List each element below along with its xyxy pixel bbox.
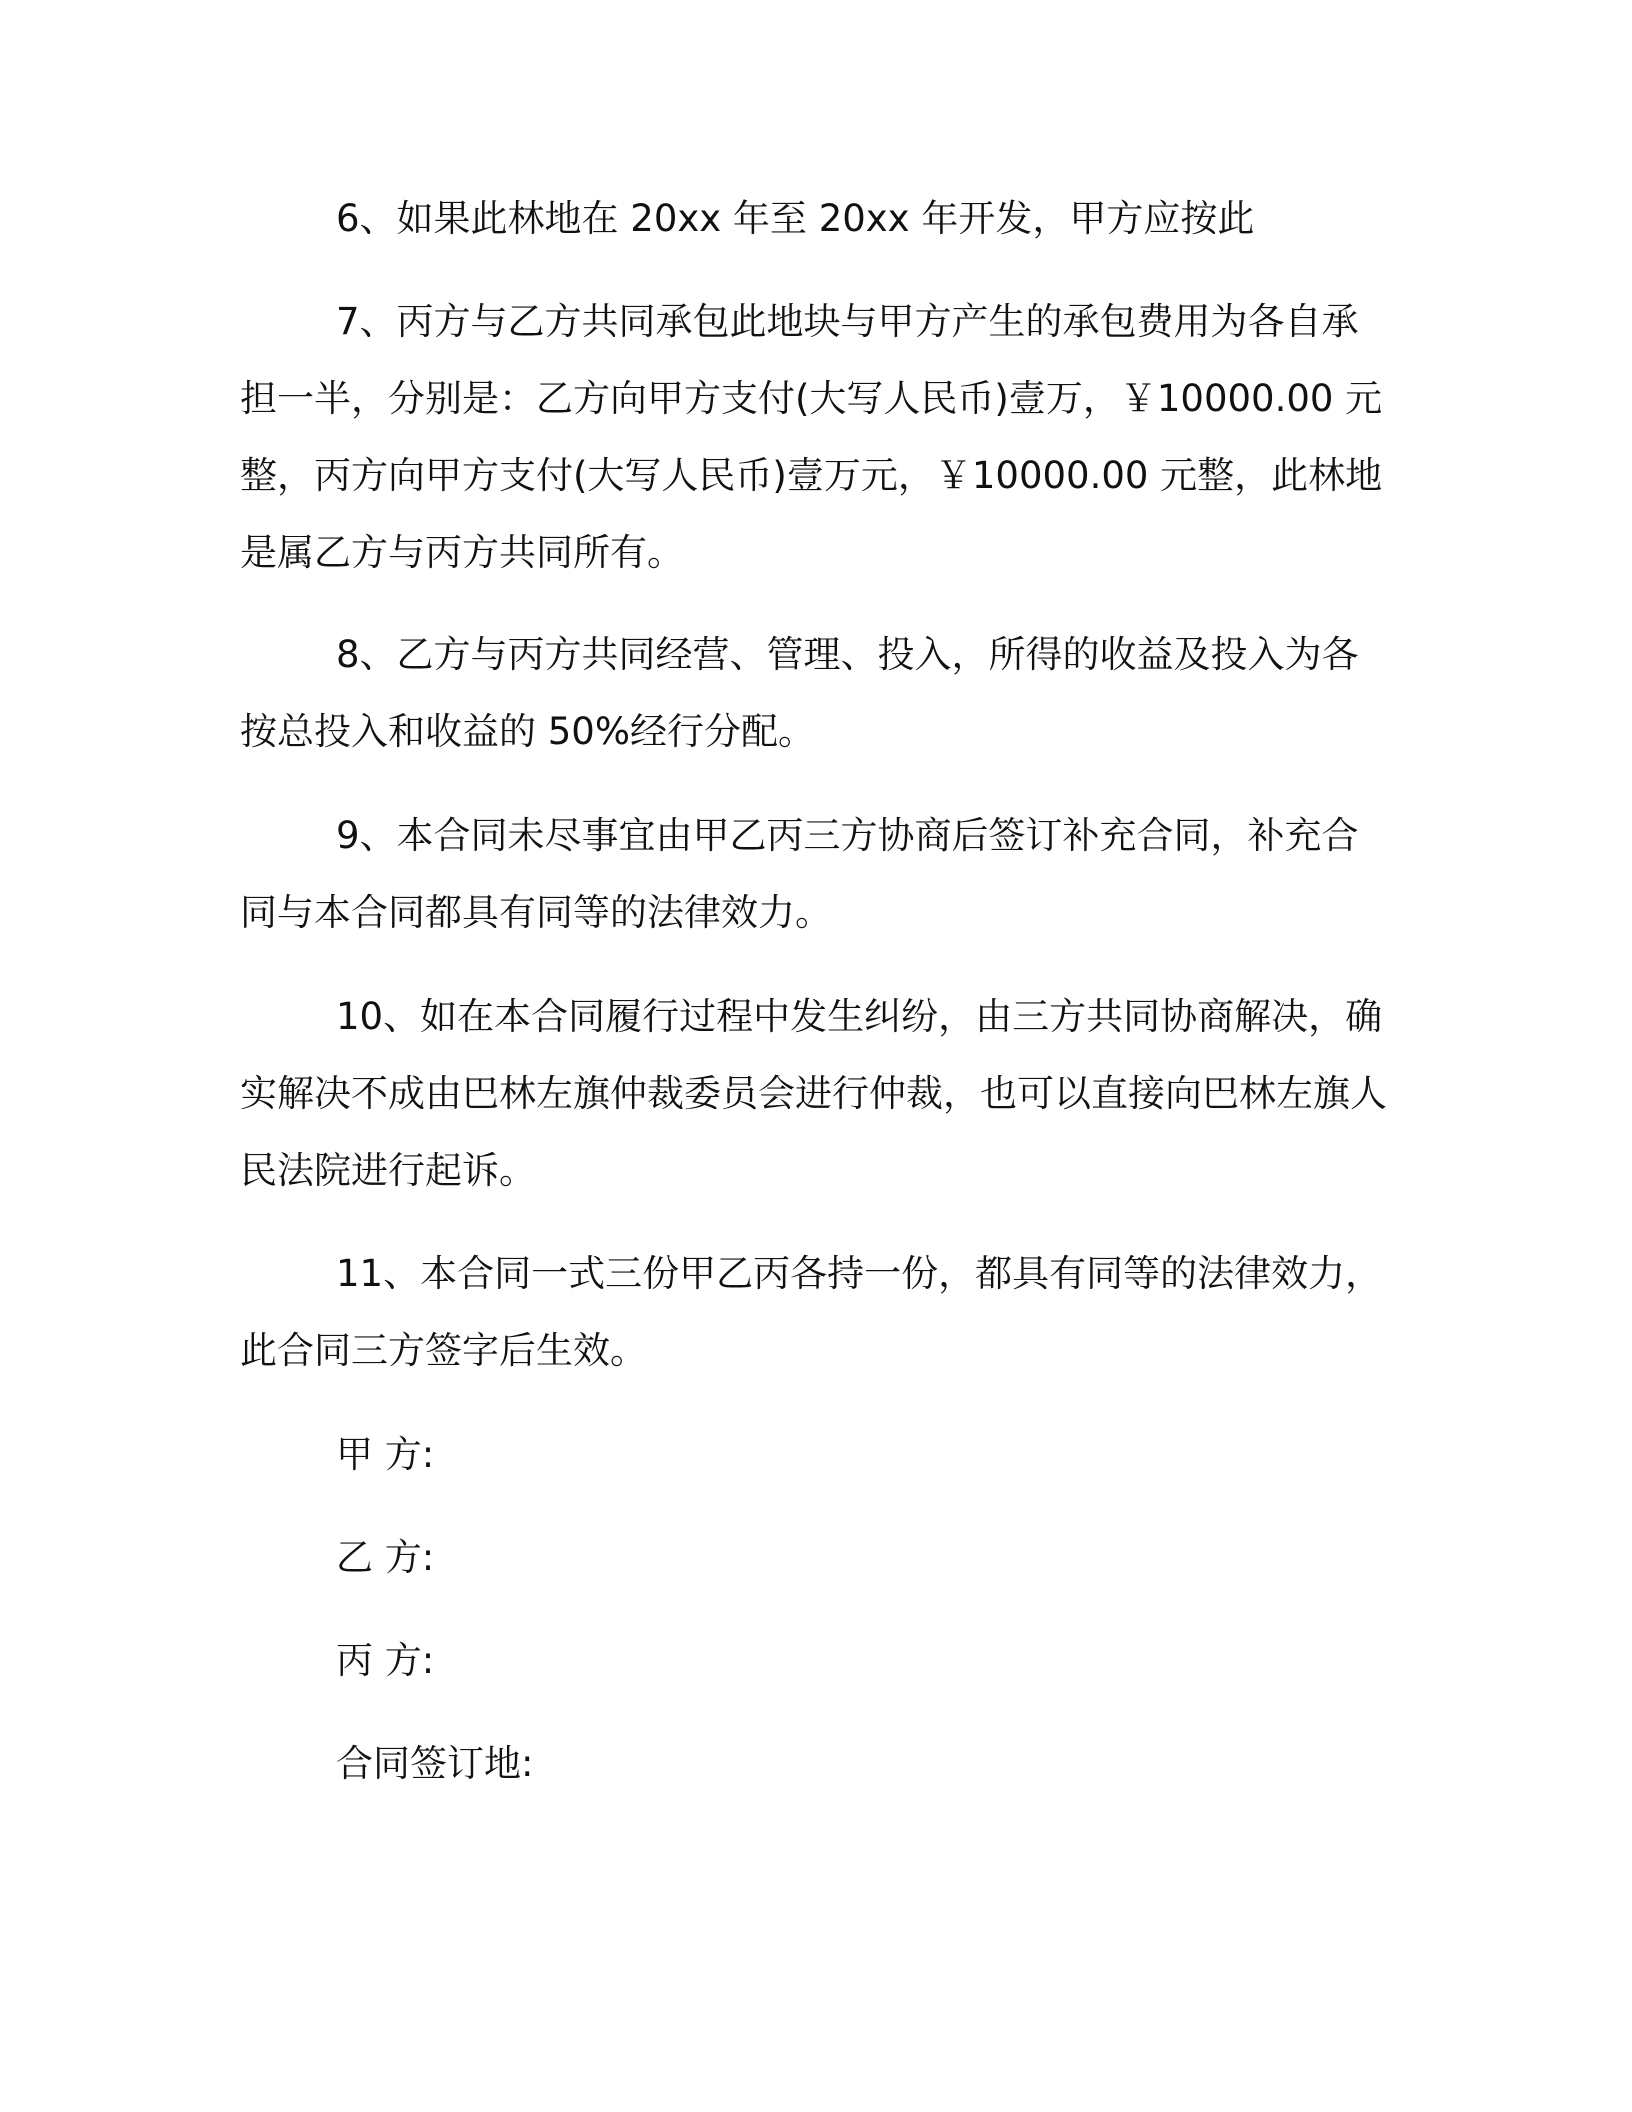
paragraph-10: 10、如在本合同履行过程中发生纠纷，由三方共同协商解决，确实解决不成由巴林左旗仲裁委员会进行仲裁，也可以直接向巴林左旗人民法院进行起诉。 <box>240 995 1387 1192</box>
paragraph-7: 7、丙方与乙方共同承包此地块与甲方产生的承包费用为各自承担一半，分别是：乙方向甲方支付(大写人民币)壹万，￥10000.00 元整，丙方向甲方支付(大写人民币)壹万元，￥10000.00 元整，此林地是属乙方与丙方共同所有。 <box>240 300 1383 574</box>
signature-party-b: 乙 方: <box>336 1536 435 1579</box>
paragraph-6: 6、如果此林地在 20xx 年至 20xx 年开发，甲方应按此 <box>336 197 1255 240</box>
paragraph-11: 11、本合同一式三份甲乙丙各持一份，都具有同等的法律效力，此合同三方签字后生效。 <box>240 1252 1383 1372</box>
signature-party-a: 甲 方: <box>336 1433 435 1476</box>
signature-party-c: 丙 方: <box>336 1639 435 1682</box>
paragraph-9: 9、本合同未尽事宜由甲乙丙三方协商后签订补充合同，补充合同与本合同都具有同等的法律效力。 <box>240 814 1359 934</box>
paragraph-8: 8、乙方与丙方共同经营、管理、投入，所得的收益及投入为各按总投入和收益的 50%经行分配。 <box>240 633 1359 753</box>
contract-signing-place: 合同签订地: <box>336 1742 534 1785</box>
